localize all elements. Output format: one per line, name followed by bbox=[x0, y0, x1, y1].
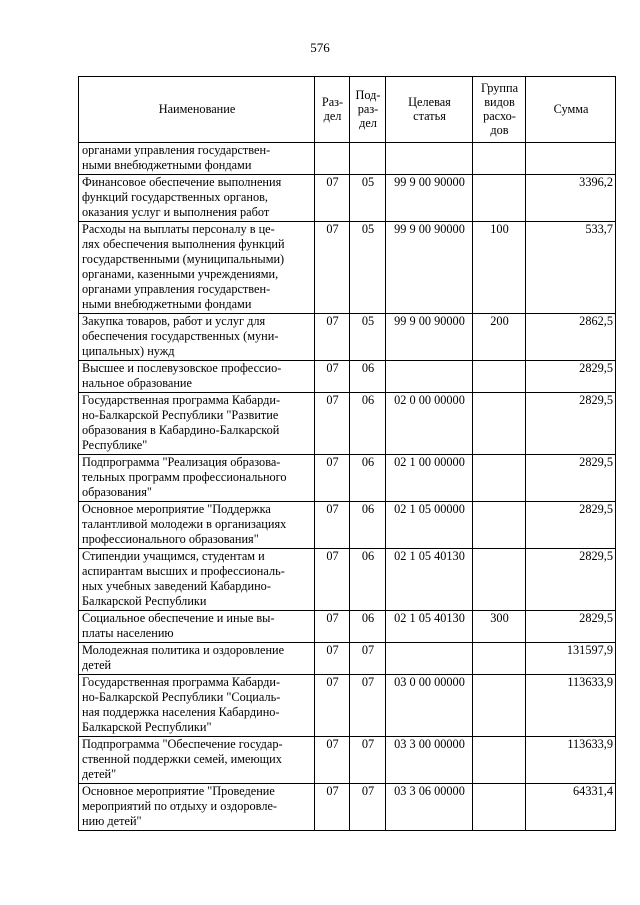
cell-statya: 02 0 00 00000 bbox=[386, 393, 473, 455]
cell-gruppa bbox=[473, 502, 526, 549]
cell-statya: 02 1 00 00000 bbox=[386, 455, 473, 502]
header-razdel: Раз- дел bbox=[315, 77, 350, 143]
table-row bbox=[79, 314, 616, 361]
table-row bbox=[79, 393, 616, 455]
table-header-row bbox=[79, 77, 616, 143]
cell-podrazdel: 05 bbox=[350, 314, 386, 361]
header-podrazdel: Под- раз- дел bbox=[350, 77, 386, 143]
cell-statya bbox=[386, 361, 473, 393]
cell-podrazdel: 07 bbox=[350, 737, 386, 784]
cell-gruppa bbox=[473, 175, 526, 222]
cell-statya: 99 9 00 90000 bbox=[386, 175, 473, 222]
table-row bbox=[79, 784, 616, 831]
cell-statya: 02 1 05 40130 bbox=[386, 611, 473, 643]
page-number: 576 bbox=[310, 40, 330, 55]
cell-gruppa bbox=[473, 784, 526, 831]
cell-gruppa bbox=[473, 361, 526, 393]
cell-podrazdel: 06 bbox=[350, 361, 386, 393]
cell-razdel: 07 bbox=[315, 314, 350, 361]
cell-gruppa: 100 bbox=[473, 222, 526, 314]
table-body bbox=[79, 143, 616, 831]
cell-statya: 02 1 05 00000 bbox=[386, 502, 473, 549]
table-row bbox=[79, 175, 616, 222]
table-row bbox=[79, 737, 616, 784]
cell-summa: 3396,2 bbox=[526, 175, 616, 222]
table-row bbox=[79, 502, 616, 549]
cell-statya bbox=[386, 643, 473, 675]
cell-gruppa bbox=[473, 393, 526, 455]
cell-summa: 2829,5 bbox=[526, 455, 616, 502]
cell-name: органами управления государствен- ными внебюджетными фондами bbox=[79, 143, 315, 175]
cell-razdel: 07 bbox=[315, 502, 350, 549]
cell-podrazdel: 07 bbox=[350, 643, 386, 675]
cell-razdel: 07 bbox=[315, 549, 350, 611]
header-statya: Целевая статья bbox=[386, 77, 473, 143]
cell-razdel bbox=[315, 143, 350, 175]
cell-name: Подпрограмма "Обеспечение государ- ственной поддержки семей, имеющих детей" bbox=[79, 737, 315, 784]
cell-razdel: 07 bbox=[315, 222, 350, 314]
cell-gruppa bbox=[473, 737, 526, 784]
cell-summa: 2829,5 bbox=[526, 361, 616, 393]
cell-razdel: 07 bbox=[315, 393, 350, 455]
cell-summa: 2829,5 bbox=[526, 611, 616, 643]
cell-name: Закупка товаров, работ и услуг для обеспечения государственных (муни- ципальных) нужд bbox=[79, 314, 315, 361]
cell-statya bbox=[386, 143, 473, 175]
cell-gruppa bbox=[473, 143, 526, 175]
cell-razdel: 07 bbox=[315, 611, 350, 643]
cell-razdel: 07 bbox=[315, 455, 350, 502]
cell-name: Социальное обеспечение и иные вы- платы населению bbox=[79, 611, 315, 643]
cell-name: Финансовое обеспечение выполнения функций государственных органов, оказания услуг и выполнения работ bbox=[79, 175, 315, 222]
cell-podrazdel: 06 bbox=[350, 549, 386, 611]
cell-razdel: 07 bbox=[315, 643, 350, 675]
cell-name: Высшее и послевузовское профессио- нальное образование bbox=[79, 361, 315, 393]
cell-podrazdel: 06 bbox=[350, 393, 386, 455]
cell-podrazdel: 05 bbox=[350, 175, 386, 222]
table-row bbox=[79, 143, 616, 175]
cell-statya: 99 9 00 90000 bbox=[386, 314, 473, 361]
cell-gruppa bbox=[473, 675, 526, 737]
cell-razdel: 07 bbox=[315, 737, 350, 784]
cell-razdel: 07 bbox=[315, 175, 350, 222]
cell-summa: 2829,5 bbox=[526, 393, 616, 455]
cell-summa: 533,7 bbox=[526, 222, 616, 314]
cell-summa bbox=[526, 143, 616, 175]
cell-statya: 99 9 00 90000 bbox=[386, 222, 473, 314]
cell-statya: 03 3 06 00000 bbox=[386, 784, 473, 831]
table-row bbox=[79, 222, 616, 314]
cell-gruppa bbox=[473, 549, 526, 611]
header-name: Наименование bbox=[79, 77, 315, 143]
cell-name: Молодежная политика и оздоровление детей bbox=[79, 643, 315, 675]
cell-podrazdel: 05 bbox=[350, 222, 386, 314]
cell-podrazdel: 06 bbox=[350, 502, 386, 549]
table-row bbox=[79, 455, 616, 502]
cell-podrazdel bbox=[350, 143, 386, 175]
cell-statya: 03 3 00 00000 bbox=[386, 737, 473, 784]
cell-gruppa: 200 bbox=[473, 314, 526, 361]
budget-table bbox=[78, 76, 616, 831]
cell-razdel: 07 bbox=[315, 675, 350, 737]
cell-summa: 2862,5 bbox=[526, 314, 616, 361]
cell-name: Государственная программа Кабарди- но-Балкарской Республики "Социаль- ная поддержка населения Кабардино- Балкарской Республики" bbox=[79, 675, 315, 737]
cell-name: Государственная программа Кабарди- но-Балкарской Республики "Развитие образования в Кабардино-Балкарской Республике" bbox=[79, 393, 315, 455]
cell-summa: 113633,9 bbox=[526, 737, 616, 784]
cell-podrazdel: 06 bbox=[350, 611, 386, 643]
cell-gruppa bbox=[473, 455, 526, 502]
cell-summa: 2829,5 bbox=[526, 549, 616, 611]
cell-podrazdel: 06 bbox=[350, 455, 386, 502]
cell-summa: 131597,9 bbox=[526, 643, 616, 675]
cell-summa: 64331,4 bbox=[526, 784, 616, 831]
cell-podrazdel: 07 bbox=[350, 784, 386, 831]
cell-razdel: 07 bbox=[315, 361, 350, 393]
cell-gruppa: 300 bbox=[473, 611, 526, 643]
table-row bbox=[79, 361, 616, 393]
cell-statya: 02 1 05 40130 bbox=[386, 549, 473, 611]
cell-gruppa bbox=[473, 643, 526, 675]
cell-razdel: 07 bbox=[315, 784, 350, 831]
cell-podrazdel: 07 bbox=[350, 675, 386, 737]
cell-name: Подпрограмма "Реализация образова- тельных программ профессионального образования" bbox=[79, 455, 315, 502]
table-row bbox=[79, 675, 616, 737]
cell-name: Стипендии учащимся, студентам и аспирантам высших и профессиональ- ных учебных заведений Кабардино- Балкарской Республики bbox=[79, 549, 315, 611]
table-row bbox=[79, 643, 616, 675]
cell-name: Основное мероприятие "Поддержка талантливой молодежи в организациях профессионального образования" bbox=[79, 502, 315, 549]
cell-summa: 113633,9 bbox=[526, 675, 616, 737]
header-gruppa: Группа видов расхо- дов bbox=[473, 77, 526, 143]
header-summa: Сумма bbox=[526, 77, 616, 143]
cell-name: Расходы на выплаты персоналу в це- лях обеспечения выполнения функций государственными (муниципальными) органами, казенными учреждениями, органами управления государствен- ными внебюджетными фондами bbox=[79, 222, 315, 314]
cell-name: Основное мероприятие "Проведение мероприятий по отдыху и оздоровле- нию детей" bbox=[79, 784, 315, 831]
cell-summa: 2829,5 bbox=[526, 502, 616, 549]
table-row bbox=[79, 549, 616, 611]
table-row bbox=[79, 611, 616, 643]
cell-statya: 03 0 00 00000 bbox=[386, 675, 473, 737]
